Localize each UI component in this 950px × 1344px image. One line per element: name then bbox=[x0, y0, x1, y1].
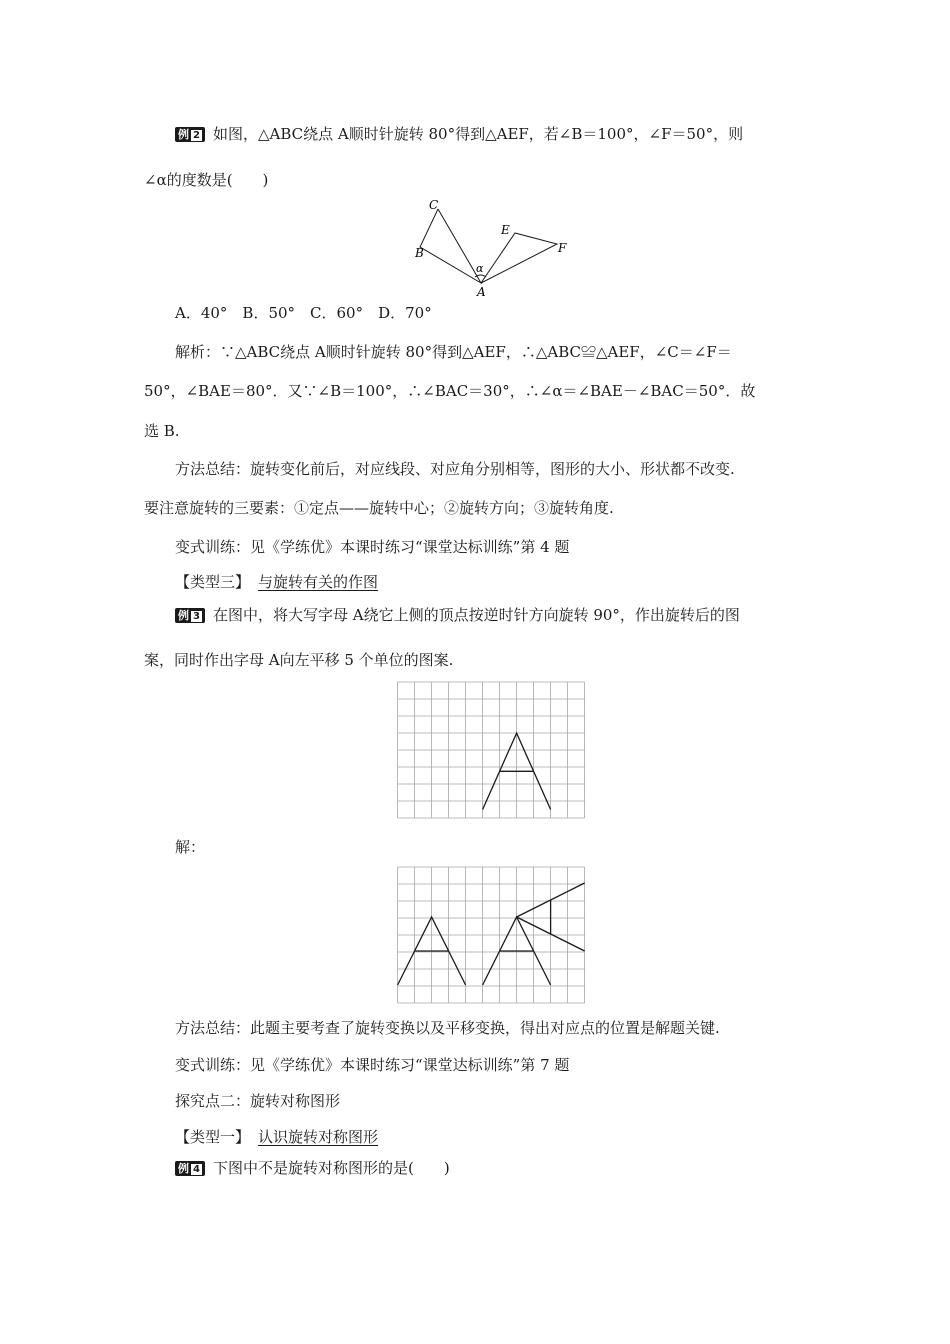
example2-question-line1: 例 2 如图，△ABC绕点 A顺时针旋转 80°得到△AEF，若∠B＝100°，∠F＝50°，则 bbox=[175, 124, 743, 144]
solution-label: 解： bbox=[175, 838, 206, 856]
practice-reference: 变式训练：见《学练优》本课时练习“课堂达标训练”第 4 题 bbox=[175, 538, 570, 556]
example3-practice-reference: 变式训练：见《学练优》本课时练习“课堂达标训练”第 7 题 bbox=[175, 1056, 570, 1074]
grid-original-letter-a bbox=[396, 681, 588, 821]
label-b: B bbox=[415, 246, 424, 260]
type3-heading: 【类型三】 与旋转有关的作图 bbox=[175, 573, 379, 591]
label-c: C bbox=[429, 198, 439, 212]
example3-question-line2: 案，同时作出字母 A向左平移 5 个单位的图案. bbox=[144, 651, 454, 669]
example3-question-line1: 例 3 在图中，将大写字母 A绕它上侧的顶点按逆时针方向旋转 90°，作出旋转后的图 bbox=[175, 605, 740, 625]
label-e: E bbox=[501, 223, 510, 237]
analysis-line2: 50°，∠BAE＝80°．又∵∠B＝100°，∴∠BAC＝30°，∴∠α＝∠BAE－∠BAC＝50°．故 bbox=[144, 382, 756, 400]
type1-title: 认识旋转对称图形 bbox=[258, 1128, 379, 1146]
triangle-aef bbox=[481, 233, 557, 283]
analysis-line3: 选 B. bbox=[144, 422, 180, 440]
type1-heading: 【类型一】 认识旋转对称图形 bbox=[175, 1128, 379, 1146]
type3-title: 与旋转有关的作图 bbox=[258, 573, 379, 591]
example-badge: 例 4 bbox=[175, 1161, 205, 1176]
method-summary-line1: 方法总结：旋转变化前后，对应线段、对应角分别相等，图形的大小、形状都不改变. bbox=[175, 460, 735, 478]
section-heading: 探究点二：旋转对称图形 bbox=[175, 1092, 341, 1110]
label-f: F bbox=[558, 241, 567, 255]
label-a: A bbox=[477, 285, 486, 299]
label-alpha: α bbox=[476, 262, 484, 275]
rotation-triangle-figure bbox=[405, 195, 585, 305]
method-summary-line2: 要注意旋转的三要素：①定点——旋转中心；②旋转方向；③旋转角度. bbox=[144, 499, 614, 517]
example-badge: 例 2 bbox=[175, 127, 205, 142]
example2-question-line2: ∠α的度数是( ) bbox=[144, 171, 269, 189]
example3-method-summary: 方法总结：此题主要考查了旋转变换以及平移变换，得出对应点的位置是解题关键. bbox=[175, 1019, 720, 1037]
example-badge: 例 3 bbox=[175, 608, 205, 623]
example4-question: 例 4 下图中不是旋转对称图形的是( ) bbox=[175, 1158, 450, 1178]
analysis-line1: 解析：∵△ABC绕点 A顺时针旋转 80°得到△AEF，∴△ABC≌△AEF，∠C＝∠F＝ bbox=[175, 343, 732, 361]
example2-options: A．40° B．50° C．60° D．70° bbox=[175, 304, 432, 322]
triangle-abc bbox=[420, 209, 481, 283]
grid-solution bbox=[396, 866, 588, 1006]
